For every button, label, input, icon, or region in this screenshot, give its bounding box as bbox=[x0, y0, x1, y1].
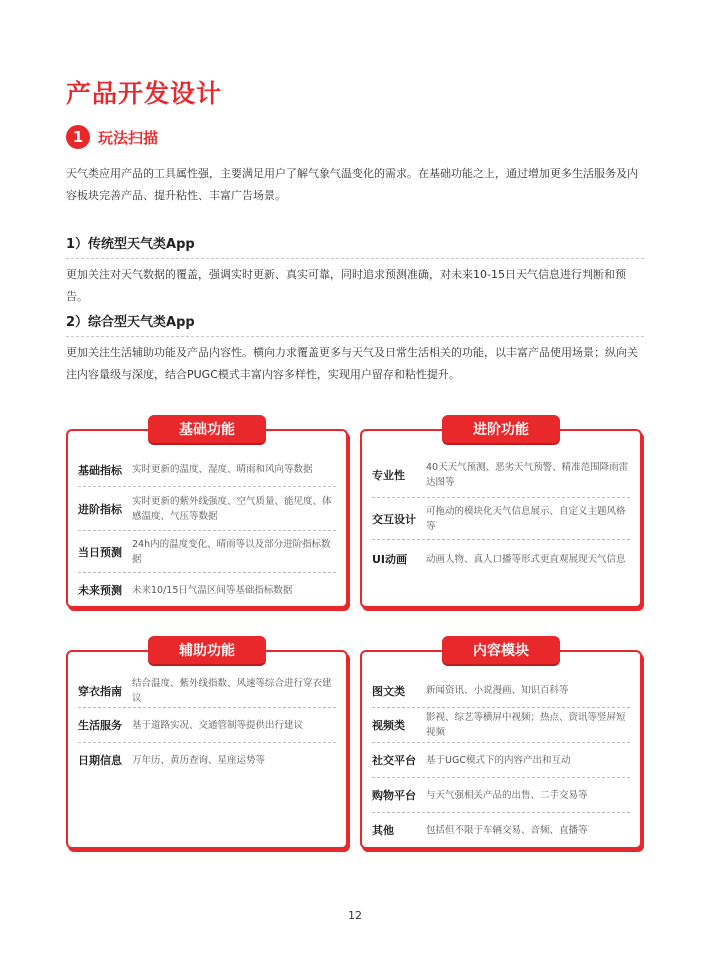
item-desc: 实时更新的温度、湿度、晴雨和风向等数据 bbox=[132, 464, 313, 475]
section-number-badge: 1 bbox=[66, 125, 90, 149]
item-label: UI动画 bbox=[372, 553, 408, 566]
card-auxiliary-functions bbox=[66, 643, 348, 849]
item-desc: 基于UGC模式下的内容产出和互动 bbox=[426, 754, 571, 766]
item-label: 图文类 bbox=[372, 684, 405, 698]
card-title: 辅助功能 bbox=[148, 636, 266, 664]
divider bbox=[66, 258, 644, 259]
item-label: 购物平台 bbox=[372, 789, 416, 802]
list-item bbox=[78, 453, 336, 487]
item-desc: 基于道路实况、交通管制等提供出行建议 bbox=[132, 719, 304, 731]
item-label: 基础指标 bbox=[78, 463, 122, 477]
item-desc: 40天天气预测、恶劣天气预警、精准范围降雨雷达图等 bbox=[426, 462, 629, 488]
list-item bbox=[372, 743, 630, 778]
item-desc: 可拖动的模块化天气信息展示、自定义主题风格等 bbox=[426, 505, 626, 532]
type-desc-comprehensive: 更加关注生活辅助功能及产品内容性。横向力求覆盖更多与天气及日常生活相关的功能，以丰富产品使用场景；纵向关注内容量级与深度，结合PUGC模式丰富内容多样性，实现用户留存和粘性提升。 bbox=[66, 346, 638, 381]
item-label: 当日预测 bbox=[78, 545, 122, 559]
list-item bbox=[372, 674, 630, 708]
item-label: 其他 bbox=[372, 824, 394, 837]
card-basic-functions bbox=[66, 422, 348, 608]
item-desc: 动画人物、真人口播等形式更直观展现天气信息 bbox=[426, 553, 626, 565]
card-advanced-functions bbox=[360, 422, 642, 608]
item-desc: 新闻资讯、小说漫画、知识百科等 bbox=[426, 685, 569, 696]
list-item bbox=[372, 813, 630, 847]
item-desc: 影视、综艺等横屏中视频；热点、资讯等竖屏短视频 bbox=[426, 712, 626, 738]
item-desc: 包括但不限于车辆交易、音频、直播等 bbox=[426, 824, 588, 836]
card-title: 内容模块 bbox=[442, 636, 560, 664]
card-title: 进阶功能 bbox=[442, 415, 560, 443]
item-label: 社交平台 bbox=[372, 754, 416, 767]
card-title: 基础功能 bbox=[148, 415, 266, 443]
list-item bbox=[372, 708, 630, 743]
list-item bbox=[372, 498, 630, 540]
type-title-traditional: 1）传统型天气类App bbox=[66, 237, 195, 252]
type-title-comprehensive: 2）综合型天气类App bbox=[66, 315, 195, 330]
list-item bbox=[78, 487, 336, 531]
item-desc: 与天气强相关产品的出售、二手交易等 bbox=[426, 789, 588, 801]
section-heading bbox=[66, 124, 158, 150]
item-desc: 万年历、黄历查询、星座运势等 bbox=[132, 754, 266, 766]
item-label: 穿衣指南 bbox=[78, 684, 122, 698]
list-item bbox=[78, 573, 336, 607]
item-desc: 实时更新的紫外线强度、空气质量、能见度、体感温度、气压等数据 bbox=[132, 495, 332, 522]
list-item bbox=[372, 540, 630, 578]
item-label: 日期信息 bbox=[78, 754, 122, 767]
item-label: 进阶指标 bbox=[78, 502, 122, 516]
item-desc: 未来10/15日气温区间等基础指标数据 bbox=[132, 584, 293, 596]
item-label: 视频类 bbox=[372, 719, 405, 732]
intro-paragraph: 天气类应用产品的工具属性强，主要满足用户了解气象气温变化的需求。在基础功能之上，通过增加更多生活服务及内容板块完善产品、提升粘性、丰富广告场景。 bbox=[66, 167, 638, 202]
list-item bbox=[78, 674, 336, 708]
page-title: 产品开发设计 bbox=[66, 79, 223, 108]
list-item bbox=[78, 743, 336, 777]
item-label: 专业性 bbox=[372, 469, 405, 482]
item-label: 生活服务 bbox=[78, 719, 122, 732]
list-item bbox=[372, 453, 630, 498]
item-label: 未来预测 bbox=[78, 584, 122, 597]
divider bbox=[66, 336, 644, 337]
item-desc: 结合温度、紫外线指数、风速等综合进行穿衣建议 bbox=[132, 677, 332, 704]
page-number: 12 bbox=[348, 909, 362, 922]
card-content-modules bbox=[360, 643, 642, 849]
section-label: 玩法扫描 bbox=[98, 128, 159, 147]
type-desc-traditional: 更加关注对天气数据的覆盖，强调实时更新、真实可靠，同时追求预测准确，对未来10-15日天气信息进行判断和预告。 bbox=[66, 268, 626, 303]
list-item bbox=[78, 708, 336, 743]
list-item bbox=[372, 778, 630, 813]
item-desc: 24h内的温度变化、晴雨等以及部分进阶指标数据 bbox=[132, 538, 331, 565]
item-label: 交互设计 bbox=[372, 512, 416, 526]
list-item bbox=[78, 531, 336, 573]
